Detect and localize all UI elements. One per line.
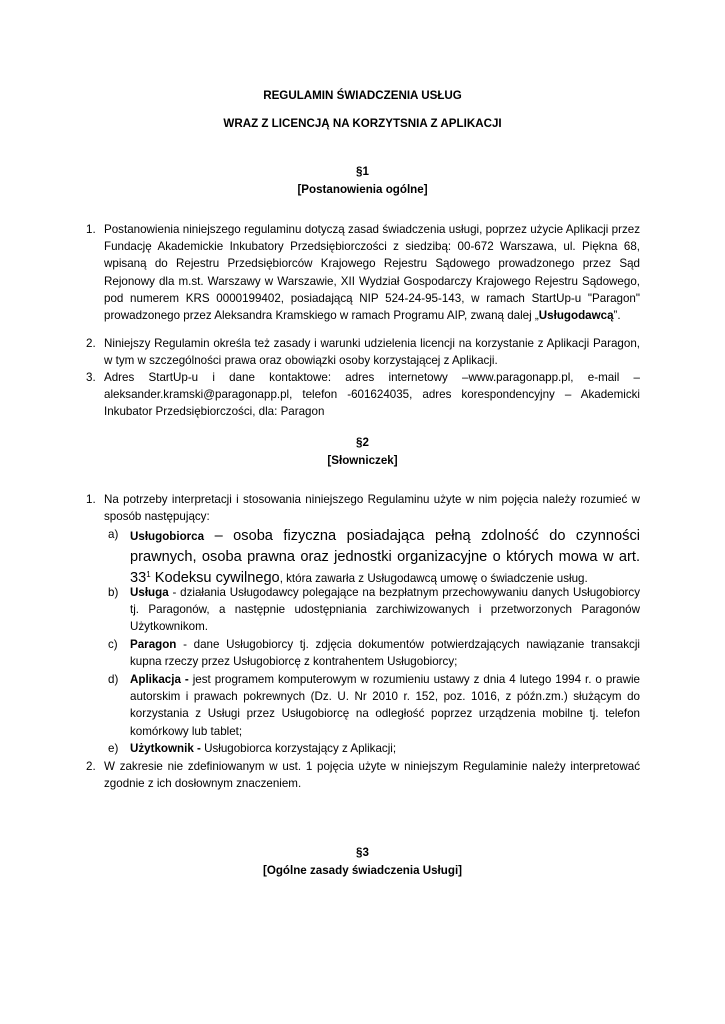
definition-d-text: jest programem komputerowym w rozumieniu ustawy z dnia 4 lutego 1994 r. o prawie autorskim i prawach pokrewnych (Dz. U. Nr 2010 r. 152, poz. 1016, z późn.zm.) służącym do korzystania z Usługi przez Usługobiorcę na odległość poprzez urządzenia mobilne tj. telefon komórkowy lub tablet; [130,673,640,738]
section-3-heading: [Ogólne zasady świadczenia Usługi] [262,864,463,877]
s1-item-1-number: 1. [86,223,96,236]
definition-b-term: Usługa [130,586,169,599]
section-2-heading: [Słowniczek] [327,454,398,467]
section-2-number: §2 [356,436,369,449]
definition-c-letter: c) [108,638,118,651]
definition-a-sup: 1 [146,570,151,580]
s2-item-1-number: 1. [86,493,96,506]
s1-item-3-number: 3. [86,371,96,384]
section-3-number: §3 [356,846,369,859]
definition-a-text: – osoba fizyczna posiadająca pełną zdolność do czynności prawnych, osoba prawna oraz jednostki organizacyjne o których mowa w art. 33 [130,528,640,586]
definition-c [108,636,640,670]
definition-e-letter: e) [108,742,119,755]
definition-d-letter: d) [108,673,119,686]
s2-item-2 [86,758,640,792]
s1-item-2-text: Niniejszy Regulamin określa też zasady i warunki udzielenia licencji na korzystanie z Aplikacji Paragon, w tym w szczególności prawa oraz obowiązki osoby korzystającej z Aplikacji. [104,337,640,368]
definition-b-letter: b) [108,586,119,599]
definition-e-term: Użytkownik - [130,742,201,755]
document-subtitle: WRAZ Z LICENCJĄ NA KORZYTSNIA Z APLIKACJI [223,117,502,130]
s1-item-1 [86,221,640,324]
definition-a-term: Usługobiorca [130,530,205,543]
definition-d-term: Aplikacja - [130,673,189,686]
s1-item-3 [86,369,640,421]
document-title: REGULAMIN ŚWIADCZENIA USŁUG [263,89,462,102]
s1-item-1-bold: Usługodawcą [538,309,614,323]
s2-item-2-number: 2. [86,760,96,773]
definition-c-term: Paragon [130,638,177,651]
definition-d [108,671,640,740]
s1-item-3-text: Adres StartUp-u i dane kontaktowe: adres internetowy –www.paragonapp.pl, e-mail – aleksander.kramski@paragonapp.pl, telefon -601624035, adres korespondencyjny – Akademicki Inkubator Przedsiębiorczości, dla: Paragon [104,371,640,419]
definition-e-text: Usługobiorca korzystający z Aplikacji; [200,742,397,755]
s1-item-2-number: 2. [86,337,96,350]
definition-e [108,740,640,757]
definition-c-text: - dane Usługobiorcy tj. zdjęcia dokumentów potwierdzających nawiązanie transakcji kupna rzeczy przez Usługobiorcę z kontrahentem Usługobiorcy; [130,638,640,669]
definition-a-text2: Kodeksu cywilnego [150,570,280,586]
definition-a-letter: a) [108,528,119,541]
definition-a [108,526,640,589]
s2-item-1-text: Na potrzeby interpretacji i stosowania niniejszego Regulaminu użyte w nim pojęcia należy rozumieć w sposób następujący: [104,493,640,524]
s2-item-2-text: W zakresie nie zdefiniowanym w ust. 1 pojęcia użyte w niniejszym Regulaminie należy interpretować zgodnie z ich dosłownym znaczeniem. [104,760,640,791]
section-1-heading: [Postanowienia ogólne] [297,183,428,196]
s1-item-2 [86,335,640,369]
s1-item-1-tail: ”. [613,309,621,323]
definition-a-tail: , która zawarła z Usługodawcą umowę o świadczenie usług. [279,572,588,585]
definition-b-text: - działania Usługodawcy polegające na bezpłatnym przechowywaniu danych Usługobiorcy tj. Paragonów, a następnie udostępniania zarchiwizowanych i przetworzonych Paragonów Użytkownikom. [130,586,640,634]
section-1-number: §1 [356,165,369,178]
s2-item-1 [86,491,640,525]
s1-item-1-text: Postanowienia niniejszego regulaminu dotyczą zasad świadczenia usługi, poprzez użycie Aplikacji przez Fundację Akademickie Inkubatory Przedsiębiorczości z siedzibą: 00-672 Warszawa, ul. Piękna 68, wpisaną do Rejestru Przedsiębiorców Krajowego Rejestru Sądowego prowadzonego przez Sąd Rejonowy dla m.st. Warszawy w Warszawie, XII Wydział Gospodarczy Krajowego Rejestru Sądowego, pod numerem KRS 0000199402, posiadającą NIP 524-24-95-143, w ramach StartUp-u "Paragon" prowadzonego przez Aleksandra Kramskiego w ramach Programu AIP, zwaną dalej „ [104,223,640,323]
definition-b [108,584,640,636]
